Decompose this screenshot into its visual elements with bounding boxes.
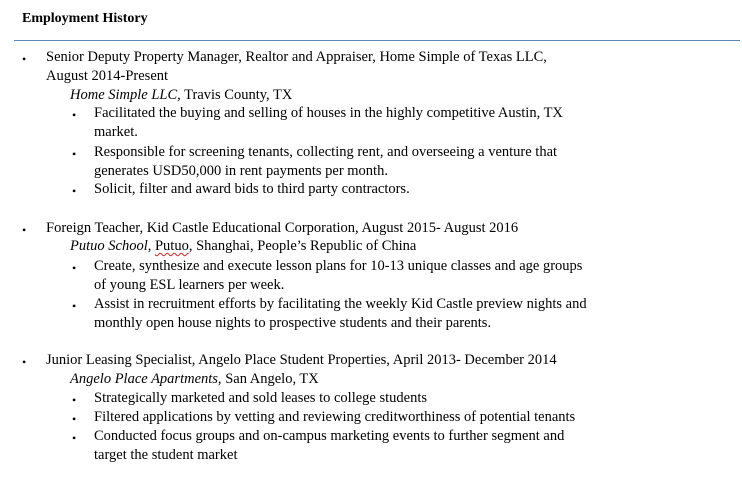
bullet-icon: •	[72, 393, 77, 407]
duty-item	[94, 180, 654, 199]
employer-location: San Angelo, TX	[221, 371, 319, 387]
bullet-icon: •	[72, 412, 77, 426]
bullet-icon: •	[72, 147, 77, 161]
duty-item	[94, 408, 654, 427]
employer-name: Putuo School,	[70, 238, 152, 254]
bullet-icon: •	[72, 184, 77, 198]
duty-item	[94, 257, 654, 295]
bullet-icon: •	[22, 223, 27, 237]
job-title	[46, 351, 646, 370]
employer-line	[70, 370, 670, 389]
employer-name: Home Simple LLC,	[70, 87, 181, 103]
duty-line: generates USD50,000 in rent payments per month.	[94, 163, 388, 179]
duty-line: Facilitated the buying and selling of houses in the highly competitive Austin, TX	[94, 105, 563, 121]
employer-line	[70, 86, 670, 105]
section-heading: Employment History	[22, 11, 148, 26]
duty-item	[94, 104, 654, 142]
duty-line: target the student market	[94, 447, 238, 463]
duty-line: market.	[94, 124, 138, 140]
employer-name: Angelo Place Apartments,	[70, 371, 222, 387]
section-divider	[14, 40, 740, 41]
job-title-line: Senior Deputy Property Manager, Realtor and Appraiser, Home Simple of Texas LLC,	[46, 49, 547, 65]
job-dates: August 2014-Present	[46, 68, 169, 84]
bullet-icon: •	[72, 108, 77, 122]
duty-line: Create, synthesize and execute lesson plans for 10-13 unique classes and age groups	[94, 258, 583, 274]
duty-item	[94, 295, 654, 333]
spellcheck-word: Putuo	[154, 238, 189, 254]
bullet-icon: •	[72, 261, 77, 275]
duty-line: of young ESL learners per week.	[94, 277, 285, 293]
bullet-icon: •	[72, 431, 77, 445]
bullet-icon: •	[72, 299, 77, 313]
duty-item	[94, 427, 654, 465]
job-title	[46, 219, 646, 238]
duty-item	[94, 389, 654, 408]
job-title-line: Junior Leasing Specialist, Angelo Place Student Properties, April 2013- December 2014	[46, 352, 557, 368]
duty-line: Conducted focus groups and on-campus marketing events to further segment and	[94, 428, 565, 444]
duty-line: monthly open house nights to prospective students and their parents.	[94, 315, 492, 331]
job-title-line: Foreign Teacher, Kid Castle Educational Corporation, August 2015- August 2016	[46, 220, 519, 236]
bullet-icon: •	[22, 355, 27, 369]
employer-location: Travis County, TX	[180, 87, 293, 103]
employer-line	[70, 237, 670, 256]
duty-line: Filtered applications by vetting and reviewing creditworthiness of potential tenants	[94, 409, 576, 425]
employer-location: , Shanghai, People’s Republic of China	[188, 238, 417, 254]
duty-line: Strategically marketed and sold leases to college students	[94, 390, 427, 406]
duty-item	[94, 143, 654, 181]
duty-line: Solicit, filter and award bids to third party contractors.	[94, 181, 410, 197]
bullet-icon: •	[22, 52, 27, 66]
duty-line: Assist in recruitment efforts by facilitating the weekly Kid Castle preview nights and	[94, 296, 587, 312]
duty-line: Responsible for screening tenants, collecting rent, and overseeing a venture that	[94, 144, 558, 160]
job-title	[46, 48, 646, 86]
